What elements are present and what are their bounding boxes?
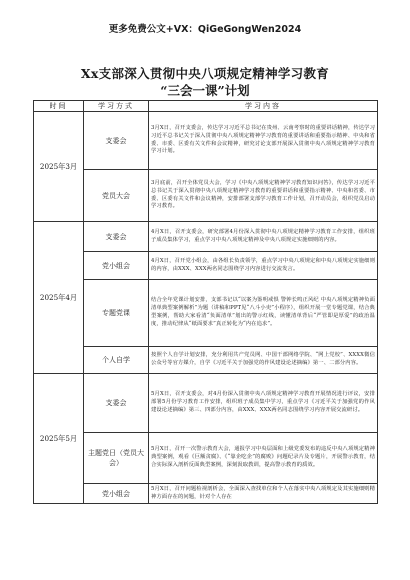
month-cell: 2025年4月 bbox=[34, 222, 84, 374]
watermark-text: 更多免费公文+VX：QiGeGongWen2024 bbox=[108, 24, 302, 35]
content-cell: 结合全年党课计划安排，支部书记以“以案为鉴明戒惧 警钟长鸣正风纪 中央八项规定精神负面清单典型案例解析”为题（讲稿和PPT见“八斗小吏”小程序），组织开展一堂专题党课，结合典型案例，帮助大家看清“负面清单”划出的警示红线，读懂清单背后“严管即是厚爱”的政治温度，推动纪律从“纸面要求”真正转化为“内在追求”。 bbox=[149, 280, 378, 347]
content-cell: 5月X日，召开一次警示教育大会，通报学习中央层面和上级党委发布的违反中央八项规定精神典型案例，观看《巨额贪腐》、《“靠企吃企”的腐败》问题纪录片及专题片，开展警示教育，结合实际深入剖析反面典型案例，深刻汲取教训，提高警示教育的质效。 bbox=[149, 433, 378, 484]
type-cell: 支委会 bbox=[84, 374, 149, 433]
type-cell: 主题党日（党员大会） bbox=[84, 433, 149, 484]
content-cell: 5月X日，召开支委会，对4月份深入贯彻中央八项规定精神学习教育开展情况进行评议，安排部署5月份学习教育工作安排，组织班子成员集中学习，重点学习《习近平关于加强党的作风建设论述摘编》第三、四部分内容，由XXX、XXX两名同志围绕学习内容开展交流研讨。 bbox=[149, 374, 378, 433]
type-cell: 专题党课 bbox=[84, 280, 149, 347]
content-cell: 4月X日，召开党小组会，由各组长负责领学，重点学习中央八项规定和中央八项规定实施细则的内容，由XXX、XXX两名同志围绕学习内容进行交流发言。 bbox=[149, 252, 378, 280]
table-row bbox=[34, 170, 378, 222]
type-cell: 党员大会 bbox=[84, 170, 149, 222]
study-plan-table bbox=[33, 100, 378, 504]
table-row bbox=[34, 484, 378, 504]
type-cell: 党小组会 bbox=[84, 252, 149, 280]
content-cell: 4月X日，召开支委会，研究部署4月份深入贯彻中央八项规定精神学习教育工作安排，组织班子成员集体学习，重点学习中央八项规定精神及中央八项规定实施细则的内容。 bbox=[149, 222, 378, 252]
table-row bbox=[34, 252, 378, 280]
header-type: 学习方式 bbox=[84, 101, 149, 112]
table-row bbox=[34, 280, 378, 347]
content-cell: 5月X日，召开问题检视剖析会，全面深入查找单位和个人在落实中央八项规定及其实施细则精神方面存在的问题，针对个人存在 bbox=[149, 484, 378, 504]
document-subtitle: “三会一课”计划 bbox=[160, 83, 250, 98]
type-cell: 支委会 bbox=[84, 112, 149, 170]
document-title: Xx支部深入贯彻中央八项规定精神学习教育 bbox=[80, 66, 330, 81]
header-content: 学习内容 bbox=[149, 101, 378, 112]
content-cell: 按照个人自学计划安排，充分利用共产党员网、中国干部网络学院、“网上党校”、XXXX微信公众号等官方媒介，自学《习近平关于加强党的作风建设论述摘编》第一、二部分内容。 bbox=[149, 347, 378, 374]
month-cell: 2025年5月 bbox=[34, 374, 84, 504]
type-cell: 支委会 bbox=[84, 222, 149, 252]
table-row bbox=[34, 347, 378, 374]
table-row bbox=[34, 433, 378, 484]
type-cell: 党小组会 bbox=[84, 484, 149, 504]
table-row bbox=[34, 374, 378, 433]
type-cell: 个人自学 bbox=[84, 347, 149, 374]
month-cell: 2025年3月 bbox=[34, 112, 84, 222]
table-header-row bbox=[34, 101, 378, 112]
table-row bbox=[34, 112, 378, 170]
content-cell: 3月底前，召开全体党员大会，学习《中央八项规定精神学习教育知识问答》，传达学习习近平总书记关于深入贯彻中央八项规定精神学习教育的重要讲话和重要指示精神、中央和省委、市委、区委有关文件和会议精神，安排部署支部学习教育工作计划，召开动员会，组织党员启动学习教育。 bbox=[149, 170, 378, 222]
table-row bbox=[34, 222, 378, 252]
content-cell: 3月X日，召开支委会，传达学习习近平总书记在贵州、云南考察时的重要讲话精神，传达学习习近平总书记关于深入贯彻中央八项规定精神学习教育的重要讲话和重要指示精神、中央和省委、市委、区委有关文件和会议精神，研究讨论支部开展深入贯彻中央八项规定精神学习教育学习计划。 bbox=[149, 112, 378, 170]
header-time: 时间 bbox=[34, 101, 84, 112]
